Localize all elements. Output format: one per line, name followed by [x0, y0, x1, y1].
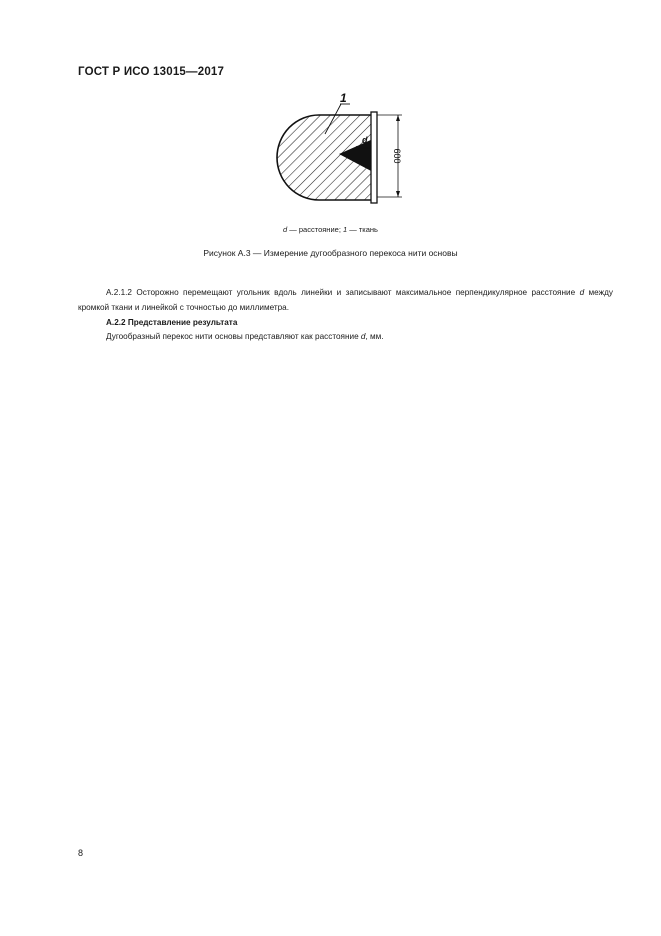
section-title-a2-2: А.2.2 Представление результата [106, 318, 238, 327]
callout-1-label: 1 [340, 91, 347, 105]
legend-1-symbol: 1 [342, 225, 348, 234]
ruler [371, 112, 377, 203]
p1-symbol-d: d [579, 288, 585, 297]
document-header: ГОСТ Р ИСО 13015—2017 [78, 66, 225, 78]
legend-d-text: — расстояние; [287, 225, 343, 234]
figure-a3-diagram [270, 86, 420, 210]
figure-caption: Рисунок А.3 — Измерение дугообразного перекоса нити основы [203, 248, 458, 258]
p3-text-b: , мм. [365, 332, 384, 341]
p1-text-a: А.2.1.2 Осторожно перемещают угольник вдоль линейки и записывают максимальное перпендикулярное расстояние [106, 288, 580, 297]
p3-symbol-d: d [360, 332, 366, 341]
legend-1-text: — ткань [347, 225, 378, 234]
page-number: 8 [78, 848, 84, 858]
paragraph-result [78, 330, 641, 345]
dimension-600-label: 600 [392, 148, 402, 164]
dimension-d-label: d [362, 135, 368, 145]
p3-text-a: Дугообразный перекос нити основы представляют как расстояние [106, 332, 361, 341]
figure-legend [0, 225, 661, 234]
legend-d-symbol: d [283, 225, 288, 234]
paragraph-a2-1-2 [78, 286, 613, 315]
p1-text-b: между кромкой ткани и линейкой с точностью до миллиметра. [78, 288, 613, 312]
